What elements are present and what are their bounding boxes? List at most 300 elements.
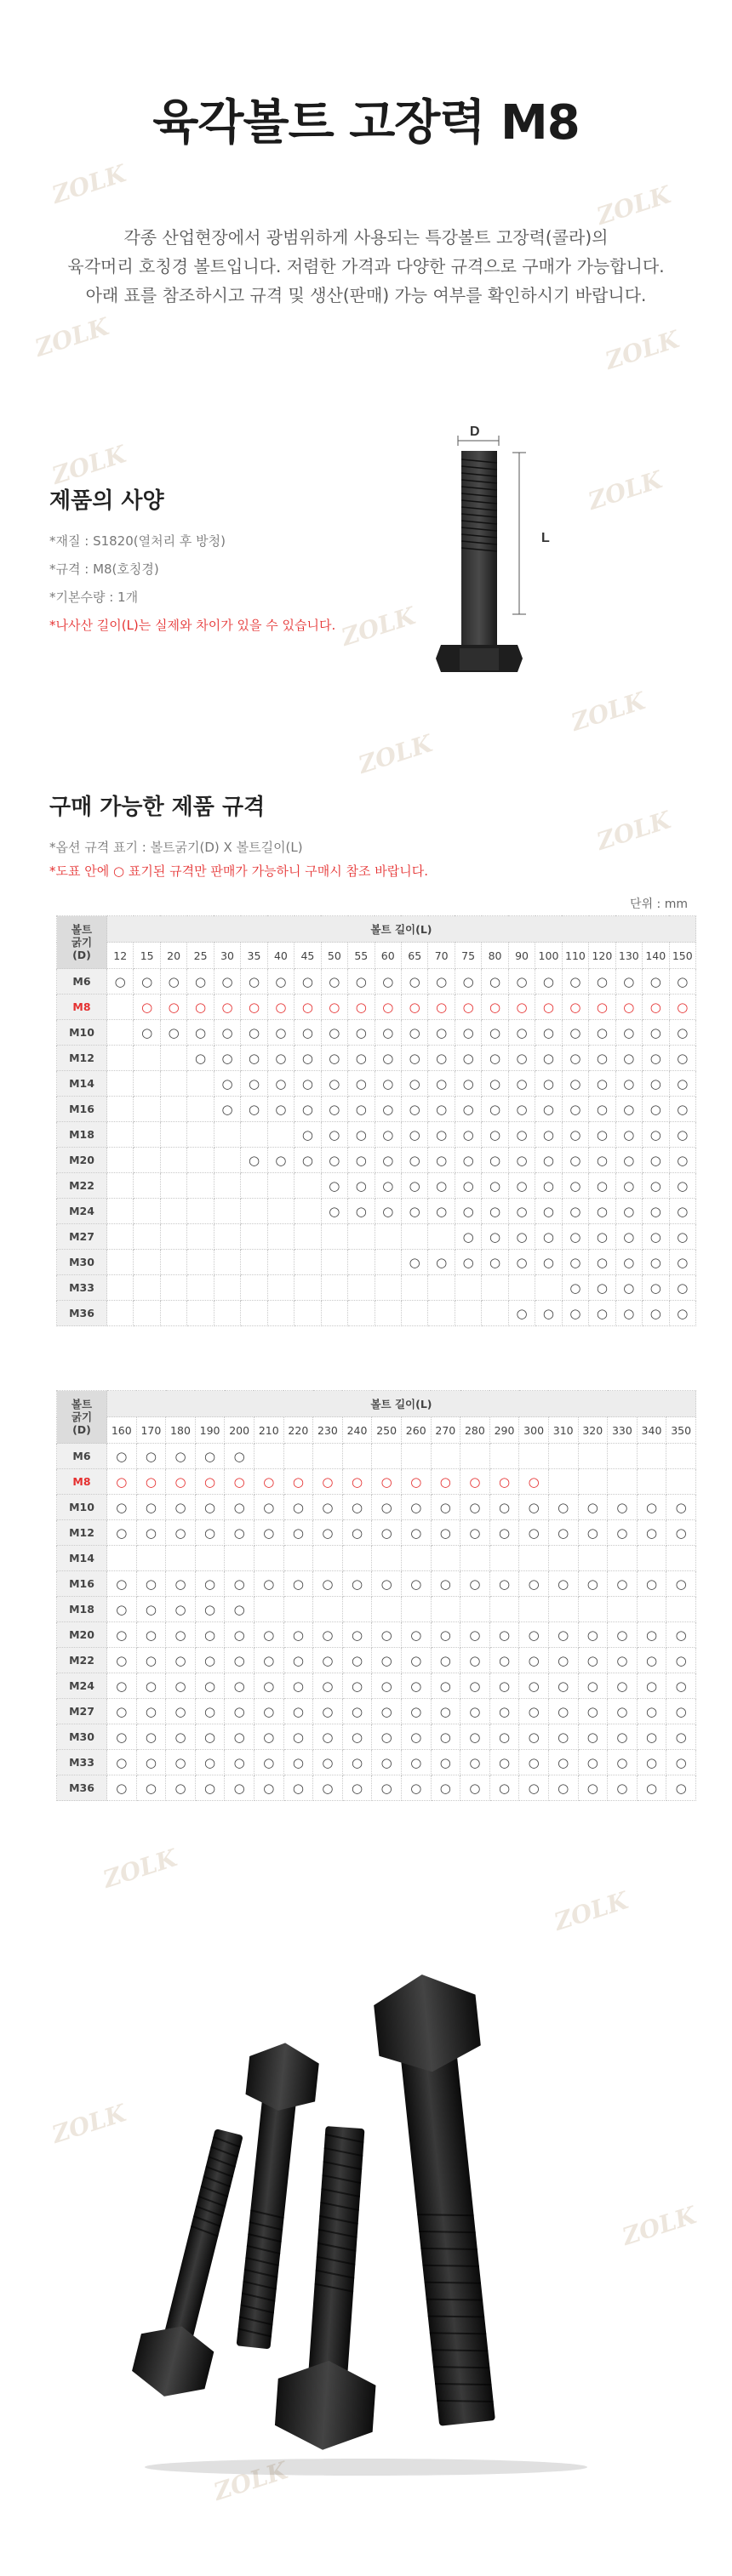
length-column-label: 15 (134, 943, 160, 969)
intro-line: 아래 표를 참조하시고 규격 및 생산(판매) 가능 여부를 확인하시기 바랍니다. (85, 285, 647, 305)
availability-cell: ○ (187, 969, 214, 994)
availability-cell: ○ (508, 1097, 535, 1122)
availability-cell (107, 1071, 134, 1097)
availability-cell (519, 1546, 549, 1571)
availability-cell (608, 1597, 638, 1622)
availability-cell: ○ (562, 1148, 588, 1173)
availability-cell: ○ (342, 1520, 372, 1546)
availability-cell (134, 1097, 160, 1122)
availability-cell (428, 1301, 455, 1326)
availability-cell: ○ (401, 994, 427, 1020)
availability-cell: ○ (187, 1046, 214, 1071)
availability-cell: ○ (519, 1571, 549, 1597)
diameter-cell: M30 (57, 1724, 107, 1750)
availability-cell: ○ (562, 1301, 588, 1326)
availability-cell: ○ (669, 1250, 695, 1275)
diameter-cell: M36 (57, 1775, 107, 1801)
availability-cell: ○ (136, 1520, 166, 1546)
availability-cell: ○ (519, 1724, 549, 1750)
availability-cell (134, 1046, 160, 1071)
intro-text (51, 223, 681, 310)
watermark: ZOLK (619, 2201, 700, 2251)
diameter-cell: M8 (57, 994, 107, 1020)
availability-cell: ○ (669, 1275, 695, 1301)
watermark: ZOLK (49, 440, 129, 490)
availability-cell: ○ (508, 1148, 535, 1173)
availability-cell (214, 1301, 240, 1326)
availability-cell (608, 1444, 638, 1469)
availability-cell: ○ (225, 1597, 254, 1622)
availability-cell: ○ (107, 1495, 137, 1520)
availability-cell (160, 1046, 186, 1071)
availability-cell: ○ (615, 1020, 642, 1046)
length-column-label: 250 (372, 1417, 402, 1444)
availability-cell: ○ (136, 1699, 166, 1724)
availability-cell (342, 1597, 372, 1622)
availability-cell: ○ (489, 1571, 519, 1597)
availability-cell (372, 1546, 402, 1571)
availability-cell (134, 1224, 160, 1250)
availability-cell: ○ (482, 994, 508, 1020)
availability-cell (401, 1301, 427, 1326)
length-column-label: 240 (342, 1417, 372, 1444)
availability-cell: ○ (608, 1673, 638, 1699)
availability-cell (134, 1250, 160, 1275)
availability-cell: ○ (166, 1469, 196, 1495)
availability-cell: ○ (669, 1173, 695, 1199)
availability-cell: ○ (643, 1301, 669, 1326)
availability-cell: ○ (214, 969, 240, 994)
availability-cell: ○ (669, 994, 695, 1020)
availability-cell: ○ (589, 1224, 615, 1250)
availability-cell (666, 1546, 696, 1571)
availability-cell: ○ (578, 1775, 608, 1801)
availability-cell (295, 1224, 321, 1250)
availability-cell: ○ (669, 969, 695, 994)
availability-cell: ○ (615, 1122, 642, 1148)
availability-cell: ○ (283, 1571, 313, 1597)
availability-cell: ○ (460, 1469, 490, 1495)
availability-cell: ○ (254, 1673, 283, 1699)
availability-cell: ○ (166, 1597, 196, 1622)
availability-cell: ○ (562, 1199, 588, 1224)
availability-cell (295, 1250, 321, 1275)
length-column-label: 210 (254, 1417, 283, 1444)
availability-cell: ○ (195, 1775, 225, 1801)
diameter-label: D (470, 425, 480, 439)
availability-cell: ○ (254, 1724, 283, 1750)
availability-cell: ○ (401, 969, 427, 994)
availability-cell: ○ (482, 1097, 508, 1122)
availability-cell: ○ (187, 1020, 214, 1046)
availability-cell: ○ (615, 1275, 642, 1301)
availability-cell: ○ (666, 1495, 696, 1520)
availability-cell: ○ (372, 1699, 402, 1724)
availability-cell (578, 1444, 608, 1469)
availability-cell: ○ (267, 1020, 294, 1046)
availability-cell: ○ (489, 1699, 519, 1724)
availability-cell: ○ (342, 1775, 372, 1801)
availability-cell (134, 1148, 160, 1173)
available-notes (49, 835, 428, 883)
availability-cell: ○ (455, 1148, 481, 1173)
availability-cell: ○ (166, 1673, 196, 1699)
availability-cell: ○ (589, 1275, 615, 1301)
availability-cell (187, 1122, 214, 1148)
length-column-label: 50 (321, 943, 347, 969)
availability-cell (283, 1597, 313, 1622)
availability-cell (313, 1597, 343, 1622)
availability-cell: ○ (578, 1520, 608, 1546)
availability-cell: ○ (643, 1020, 669, 1046)
availability-cell (107, 1148, 134, 1173)
diameter-cell: M16 (57, 1097, 107, 1122)
availability-cell: ○ (321, 1148, 347, 1173)
availability-cell (455, 1301, 481, 1326)
availability-cell: ○ (321, 1199, 347, 1224)
availability-cell: ○ (313, 1775, 343, 1801)
availability-cell (214, 1224, 240, 1250)
availability-cell: ○ (482, 1224, 508, 1250)
availability-cell: ○ (428, 994, 455, 1020)
availability-cell: ○ (375, 1148, 401, 1173)
availability-cell: ○ (225, 1775, 254, 1801)
availability-cell (241, 1224, 267, 1250)
availability-cell: ○ (225, 1750, 254, 1775)
spec-heading: 제품의 사양 (49, 488, 164, 514)
availability-cell (283, 1546, 313, 1571)
length-column-label: 90 (508, 943, 535, 969)
availability-cell: ○ (267, 994, 294, 1020)
availability-cell: ○ (267, 1097, 294, 1122)
availability-cell: ○ (214, 1020, 240, 1046)
availability-cell: ○ (401, 1199, 427, 1224)
availability-cell: ○ (313, 1724, 343, 1750)
availability-cell: ○ (489, 1469, 519, 1495)
availability-cell: ○ (431, 1648, 460, 1673)
availability-cell: ○ (225, 1724, 254, 1750)
length-column-label: 45 (295, 943, 321, 969)
length-column-label: 120 (589, 943, 615, 969)
watermark: ZOLK (593, 806, 674, 856)
availability-cell: ○ (548, 1699, 578, 1724)
availability-cell: ○ (615, 1173, 642, 1199)
diameter-cell: M24 (57, 1199, 107, 1224)
availability-cell: ○ (608, 1520, 638, 1546)
availability-cell (455, 1275, 481, 1301)
availability-cell: ○ (166, 1520, 196, 1546)
availability-cell: ○ (460, 1750, 490, 1775)
availability-cell: ○ (107, 1750, 137, 1775)
availability-cell: ○ (283, 1750, 313, 1775)
availability-cell: ○ (589, 1250, 615, 1275)
availability-cell: ○ (643, 1250, 669, 1275)
table-row (57, 1622, 696, 1648)
availability-cell: ○ (431, 1622, 460, 1648)
diameter-cell: M18 (57, 1597, 107, 1622)
availability-cell: ○ (562, 1097, 588, 1122)
availability-cell: ○ (428, 1020, 455, 1046)
availability-cell: ○ (321, 1097, 347, 1122)
availability-cell: ○ (428, 1046, 455, 1071)
length-column-label: 330 (608, 1417, 638, 1444)
availability-cell (160, 1301, 186, 1326)
availability-cell: ○ (283, 1622, 313, 1648)
availability-cell: ○ (348, 1199, 375, 1224)
availability-cell (637, 1546, 666, 1571)
availability-cell: ○ (107, 1520, 137, 1546)
table-row (57, 1071, 696, 1097)
availability-cell: ○ (254, 1648, 283, 1673)
availability-cell: ○ (134, 1020, 160, 1046)
availability-cell: ○ (669, 1148, 695, 1173)
availability-cell: ○ (348, 1122, 375, 1148)
availability-cell: ○ (455, 1097, 481, 1122)
availability-cell: ○ (136, 1724, 166, 1750)
availability-cell (578, 1546, 608, 1571)
availability-cell: ○ (666, 1724, 696, 1750)
availability-cell: ○ (313, 1699, 343, 1724)
availability-cell: ○ (267, 1046, 294, 1071)
availability-cell: ○ (375, 1173, 401, 1199)
table-row (57, 1648, 696, 1673)
availability-cell: ○ (637, 1495, 666, 1520)
length-column-label: 80 (482, 943, 508, 969)
availability-cell: ○ (401, 1020, 427, 1046)
availability-cell: ○ (460, 1571, 490, 1597)
length-column-label: 12 (107, 943, 134, 969)
availability-cell (160, 1071, 186, 1097)
availability-cell: ○ (107, 1673, 137, 1699)
availability-cell: ○ (428, 969, 455, 994)
availability-cell: ○ (548, 1775, 578, 1801)
availability-cell: ○ (348, 1148, 375, 1173)
availability-cell (136, 1546, 166, 1571)
availability-cell: ○ (160, 969, 186, 994)
availability-cell: ○ (589, 1173, 615, 1199)
availability-cell: ○ (195, 1750, 225, 1775)
availability-cell: ○ (348, 994, 375, 1020)
watermark: ZOLK (31, 312, 112, 362)
availability-cell (107, 1301, 134, 1326)
availability-cell: ○ (313, 1520, 343, 1546)
availability-cell: ○ (455, 1122, 481, 1148)
availability-cell: ○ (548, 1622, 578, 1648)
availability-cell (460, 1546, 490, 1571)
table-row (57, 1724, 696, 1750)
availability-cell (295, 1173, 321, 1199)
length-column-label: 55 (348, 943, 375, 969)
availability-cell: ○ (401, 1699, 431, 1724)
availability-cell: ○ (562, 1020, 588, 1046)
availability-cell: ○ (637, 1699, 666, 1724)
availability-cell: ○ (136, 1469, 166, 1495)
availability-cell: ○ (666, 1622, 696, 1648)
availability-cell: ○ (267, 969, 294, 994)
diameter-cell: M27 (57, 1224, 107, 1250)
availability-cell: ○ (589, 1046, 615, 1071)
availability-cell (342, 1546, 372, 1571)
availability-cell: ○ (254, 1699, 283, 1724)
availability-cell: ○ (283, 1724, 313, 1750)
availability-cell: ○ (313, 1673, 343, 1699)
availability-cell (548, 1444, 578, 1469)
availability-cell: ○ (348, 1097, 375, 1122)
availability-cell: ○ (669, 1224, 695, 1250)
table-row (57, 969, 696, 994)
availability-cell (195, 1546, 225, 1571)
availability-cell: ○ (637, 1673, 666, 1699)
availability-cell: ○ (241, 1071, 267, 1097)
watermark: ZOLK (551, 1886, 632, 1936)
diameter-cell: M30 (57, 1250, 107, 1275)
availability-cell: ○ (375, 1071, 401, 1097)
availability-cell: ○ (321, 1122, 347, 1148)
availability-cell (241, 1199, 267, 1224)
availability-cell: ○ (489, 1648, 519, 1673)
availability-cell (187, 1173, 214, 1199)
availability-cell: ○ (166, 1444, 196, 1469)
availability-cell: ○ (666, 1673, 696, 1699)
table-row (57, 1224, 696, 1250)
availability-cell: ○ (482, 1148, 508, 1173)
availability-cell: ○ (508, 1071, 535, 1097)
availability-cell: ○ (225, 1673, 254, 1699)
availability-cell (348, 1301, 375, 1326)
availability-cell: ○ (669, 1020, 695, 1046)
availability-cell: ○ (669, 1301, 695, 1326)
availability-cell (160, 1173, 186, 1199)
availability-cell: ○ (508, 1301, 535, 1326)
availability-cell: ○ (372, 1648, 402, 1673)
availability-cell: ○ (508, 1020, 535, 1046)
availability-cell: ○ (313, 1648, 343, 1673)
availability-cell (107, 1122, 134, 1148)
availability-cell: ○ (637, 1622, 666, 1648)
availability-cell: ○ (482, 1122, 508, 1148)
availability-cell (241, 1173, 267, 1199)
availability-cell: ○ (136, 1495, 166, 1520)
availability-cell: ○ (562, 1173, 588, 1199)
availability-cell (187, 1275, 214, 1301)
availability-cell: ○ (535, 1046, 562, 1071)
availability-cell: ○ (225, 1571, 254, 1597)
availability-cell (666, 1444, 696, 1469)
availability-cell (160, 1122, 186, 1148)
availability-cell: ○ (342, 1699, 372, 1724)
availability-cell: ○ (608, 1622, 638, 1648)
availability-cell: ○ (254, 1469, 283, 1495)
availability-cell (637, 1444, 666, 1469)
availability-cell: ○ (195, 1571, 225, 1597)
availability-cell (548, 1597, 578, 1622)
availability-cell: ○ (460, 1724, 490, 1750)
availability-cell (134, 1199, 160, 1224)
availability-cell: ○ (562, 1250, 588, 1275)
availability-cell (372, 1597, 402, 1622)
availability-cell: ○ (666, 1520, 696, 1546)
availability-cell (375, 1250, 401, 1275)
availability-cell: ○ (455, 1020, 481, 1046)
availability-cell (267, 1199, 294, 1224)
availability-cell: ○ (589, 1122, 615, 1148)
availability-cell: ○ (578, 1750, 608, 1775)
availability-cell: ○ (136, 1648, 166, 1673)
availability-cell: ○ (666, 1775, 696, 1801)
availability-cell (375, 1224, 401, 1250)
availability-cell: ○ (637, 1775, 666, 1801)
availability-cell (214, 1199, 240, 1224)
length-column-label: 20 (160, 943, 186, 969)
availability-cell: ○ (195, 1673, 225, 1699)
availability-cell (254, 1444, 283, 1469)
availability-cell (160, 1250, 186, 1275)
availability-cell: ○ (519, 1648, 549, 1673)
availability-cell: ○ (283, 1775, 313, 1801)
availability-cell (214, 1250, 240, 1275)
availability-cell: ○ (489, 1724, 519, 1750)
availability-cell: ○ (455, 1046, 481, 1071)
availability-cell: ○ (428, 1122, 455, 1148)
bolt-dimension-diagram (417, 410, 587, 682)
available-heading: 구매 가능한 제품 규격 (49, 795, 266, 820)
availability-cell: ○ (431, 1775, 460, 1801)
availability-cell (548, 1546, 578, 1571)
availability-cell: ○ (295, 969, 321, 994)
length-column-label: 75 (455, 943, 481, 969)
availability-cell (107, 1097, 134, 1122)
table-row (57, 1199, 696, 1224)
availability-cell (187, 1224, 214, 1250)
availability-cell: ○ (401, 1071, 427, 1097)
availability-cell (283, 1444, 313, 1469)
availability-cell: ○ (455, 994, 481, 1020)
diameter-cell: M14 (57, 1071, 107, 1097)
availability-cell: ○ (372, 1622, 402, 1648)
availability-cell: ○ (608, 1775, 638, 1801)
availability-cell (187, 1148, 214, 1173)
availability-cell (107, 1199, 134, 1224)
availability-cell: ○ (267, 1071, 294, 1097)
availability-cell (321, 1224, 347, 1250)
availability-cell: ○ (535, 1250, 562, 1275)
availability-cell: ○ (136, 1444, 166, 1469)
availability-cell: ○ (589, 1148, 615, 1173)
availability-cell: ○ (225, 1622, 254, 1648)
availability-cell: ○ (107, 1469, 137, 1495)
availability-cell: ○ (283, 1520, 313, 1546)
availability-cell: ○ (643, 1224, 669, 1250)
availability-cell: ○ (482, 1173, 508, 1199)
option-note: *옵션 규격 표기 : 볼트굵기(D) X 볼트길이(L) (49, 840, 303, 855)
availability-cell: ○ (508, 994, 535, 1020)
availability-cell (241, 1122, 267, 1148)
availability-cell (267, 1173, 294, 1199)
availability-cell (375, 1275, 401, 1301)
availability-cell: ○ (166, 1724, 196, 1750)
diameter-cell: M36 (57, 1301, 107, 1326)
table-row (57, 1495, 696, 1520)
availability-cell: ○ (548, 1673, 578, 1699)
availability-cell: ○ (637, 1724, 666, 1750)
availability-cell (187, 1199, 214, 1224)
availability-cell: ○ (342, 1571, 372, 1597)
availability-cell: ○ (455, 1199, 481, 1224)
availability-cell: ○ (431, 1571, 460, 1597)
availability-cell: ○ (166, 1775, 196, 1801)
availability-cell: ○ (431, 1750, 460, 1775)
availability-cell: ○ (482, 1250, 508, 1275)
